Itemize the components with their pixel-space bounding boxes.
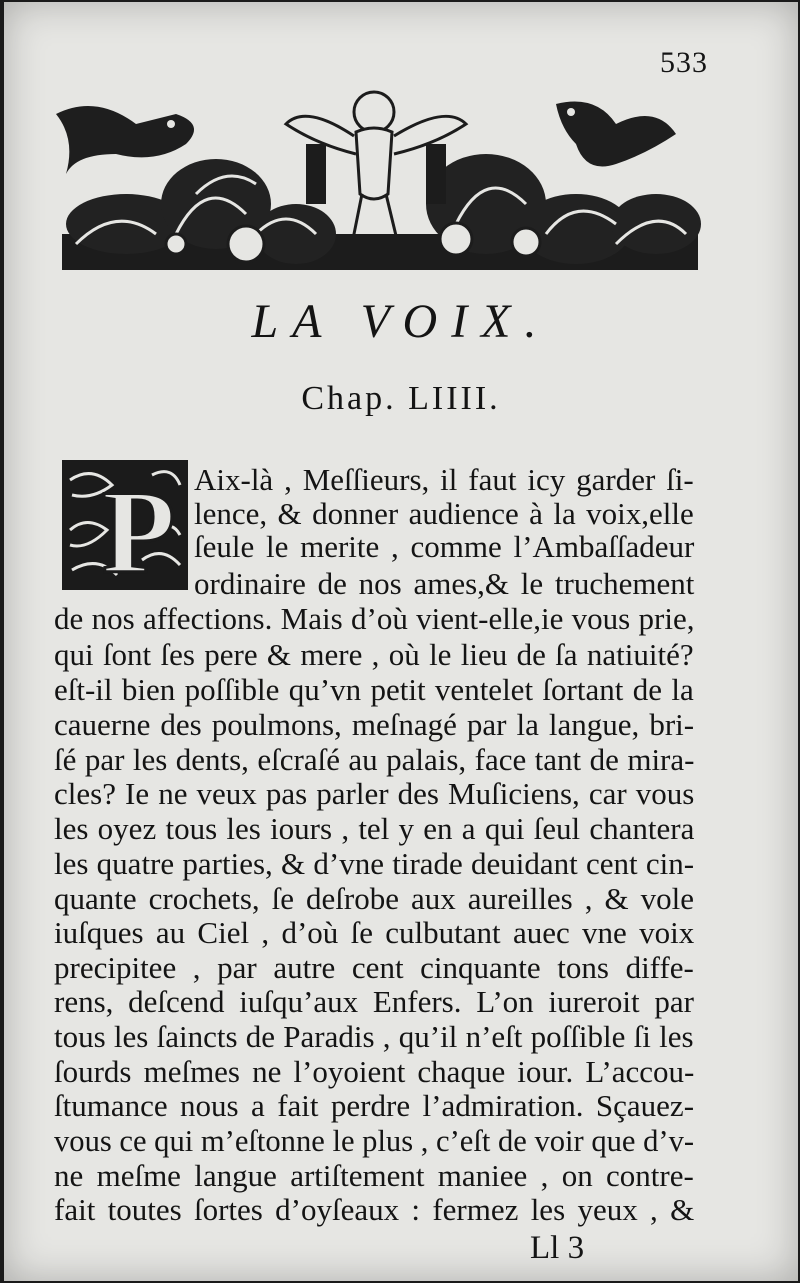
text-line: ſtumance nous a fait perdre l’admiration. Sçauez- [54,1088,695,1123]
woodcut-headpiece [56,84,702,274]
text-line: Aix-là , Meſſieurs, il faut icy garder ſi- [194,462,694,497]
text-line: cles? Ie ne veux pas parler des Muſiciens, car vous [54,776,695,811]
text-line: ſé par les dents, eſcraſé au palais, face tant de mira- [54,742,695,777]
text-line: quante crochets, ſe deſrobe aux aureilles , & vole [54,881,694,916]
text-line: ne meſme langue artiſtement maniee , on contre- [54,1158,694,1193]
text-line: vous ce qui m’eſtonne le plus , c’eſt de voir que d’v- [54,1123,695,1158]
text-line: qui ſont ſes pere & mere , où le lieu de ſa natiuité? [54,637,694,672]
text-line: fait toutes ſortes d’oyſeaux : fermez les yeux , & [54,1192,695,1227]
chapter-heading: Chap. LIIII. [301,380,501,417]
text-line: cauerne des poulmons, meſnagé par la langue, bri- [54,707,695,742]
text-line: ſourds meſmes ne l’oyoient chaque iour. L’accou- [54,1054,695,1089]
text-line: lence, & donner audience à la voix,elle [194,496,694,531]
chapter-title: LA VOIX. [251,295,551,348]
signature-mark: Ll 3 [530,1230,585,1266]
text-line: iuſques au Ciel , d’où ſe culbutant auec vne voix [54,915,695,950]
text-line: ordinaire de nos ames,& le truchement [194,566,695,601]
page-number: 533 [660,46,708,79]
text-line: tous les ſaincts de Paradis , qu’il n’eſt poſſible ſi les [54,1019,694,1054]
decorated-initial [62,460,188,590]
text-line: les oyez tous les iours , tel y en a qui ſeul chantera [54,811,695,846]
initial-letter: P [102,465,176,590]
text-line: ſeule le merite , comme l’Ambaſſadeur [194,529,695,564]
book-page [4,2,798,1281]
text-line: eſt-il bien poſſible qu’vn petit ventelet ſortant de la [54,672,694,707]
text-line: les quatre parties, & d’vne tirade deuidant cent cin- [54,846,695,881]
text-line: de nos affections. Mais d’où vient-elle,ie vous prie, [54,601,695,636]
text-line: precipitee , par autre cent cinquante tons diffe- [54,950,694,985]
text-line: rens, deſcend iuſqu’aux Enfers. L’on iureroit par [54,984,694,1019]
